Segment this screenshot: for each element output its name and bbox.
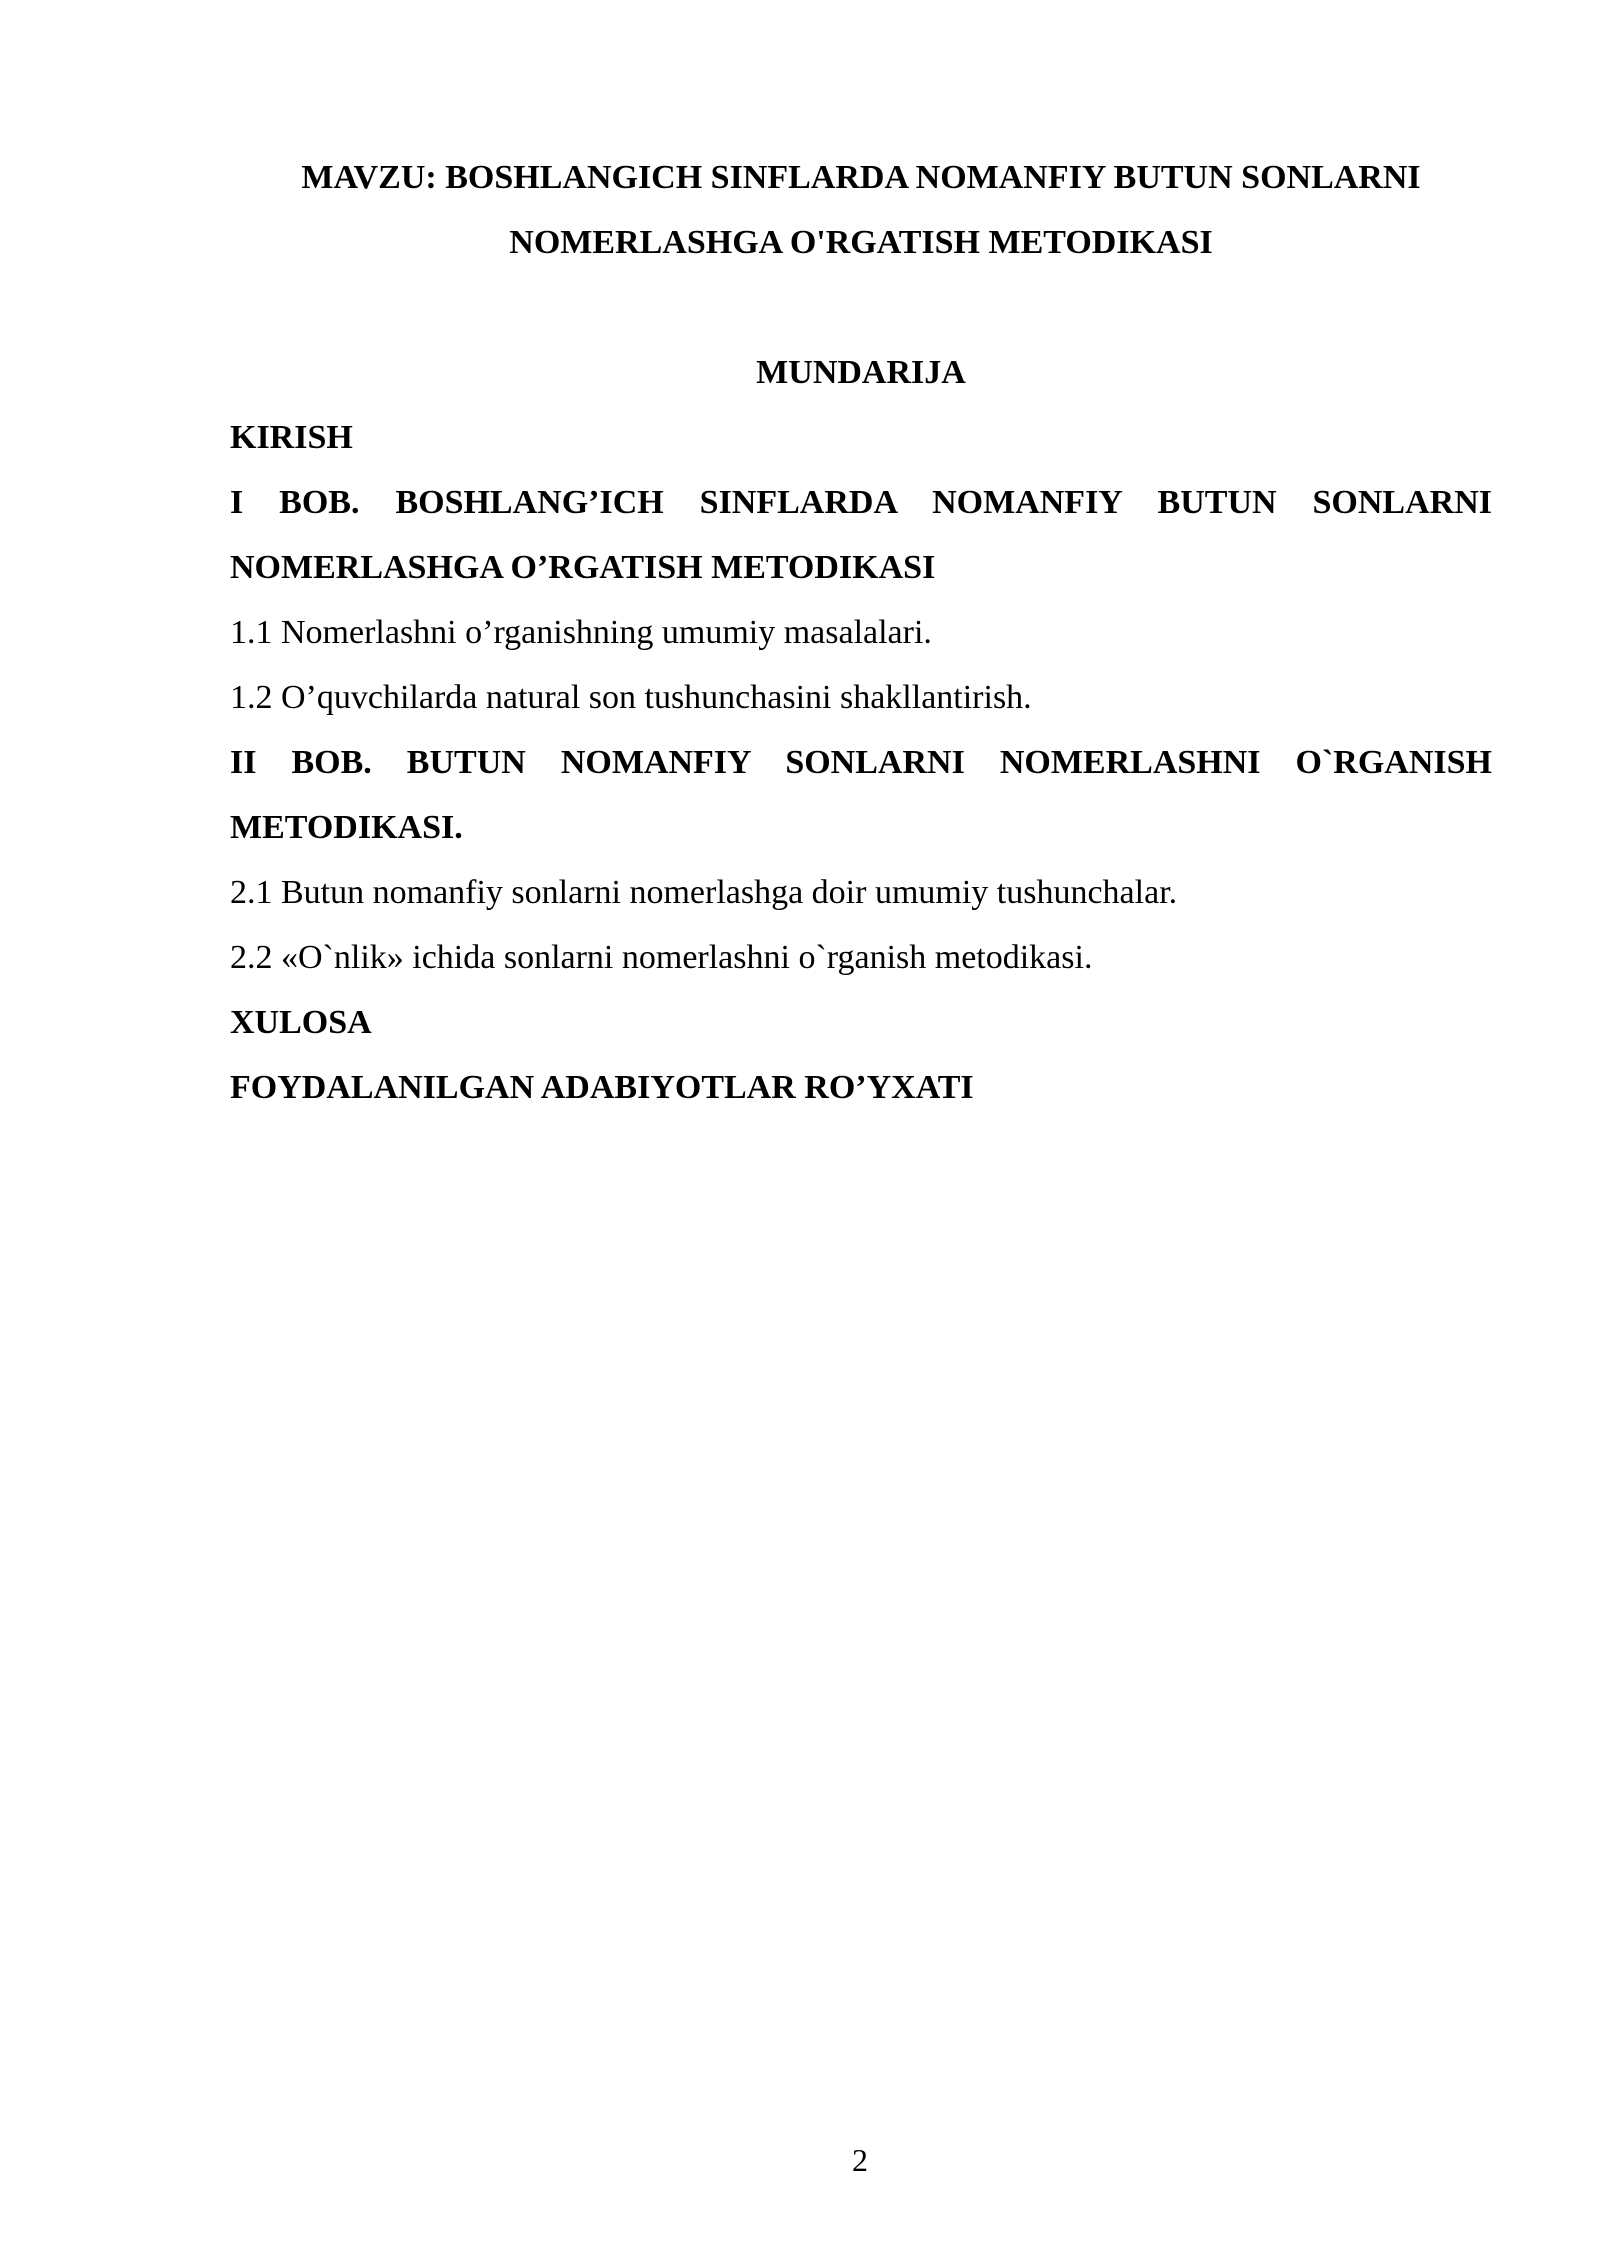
toc-item-conclusion: XULOSA <box>230 1004 372 1041</box>
page-content <box>230 145 1492 1120</box>
toc-item-section-1-2: 1.2 O’quvchilarda natural son tushunchasini shakllantirish. <box>230 679 1032 716</box>
toc-heading: MUNDARIJA <box>756 354 966 391</box>
toc-item-section-1-1: 1.1 Nomerlashni o’rganishning umumiy masalalari. <box>230 614 932 651</box>
page-number: 2 <box>852 2142 868 2178</box>
toc-item-intro: KIRISH <box>230 419 353 456</box>
toc-item-chapter-2: II BOB. BUTUN NOMANFIY SONLARNI NOMERLASHNI O`RGANISH METODIKASI. <box>230 744 1492 846</box>
toc-item-section-2-2: 2.2 «O`nlik» ichida sonlarni nomerlashni o`rganish metodikasi. <box>230 939 1093 976</box>
toc-item-chapter-1: I BOB. BOSHLANG’ICH SINFLARDA NOMANFIY BUTUN SONLARNI NOMERLASHGA O’RGATISH METODIKASI <box>230 484 1492 586</box>
document-title-line-1: MAVZU: BOSHLANGICH SINFLARDA NOMANFIY BUTUN SONLARNI <box>301 159 1421 196</box>
toc-item-section-2-1: 2.1 Butun nomanfiy sonlarni nomerlashga doir umumiy tushunchalar. <box>230 874 1178 911</box>
document-title-line-2: NOMERLASHGA O'RGATISH METODIKASI <box>509 224 1213 261</box>
toc-item-references: FOYDALANILGAN ADABIYOTLAR RO’YXATI <box>230 1069 974 1106</box>
title-spacer <box>230 275 1492 340</box>
